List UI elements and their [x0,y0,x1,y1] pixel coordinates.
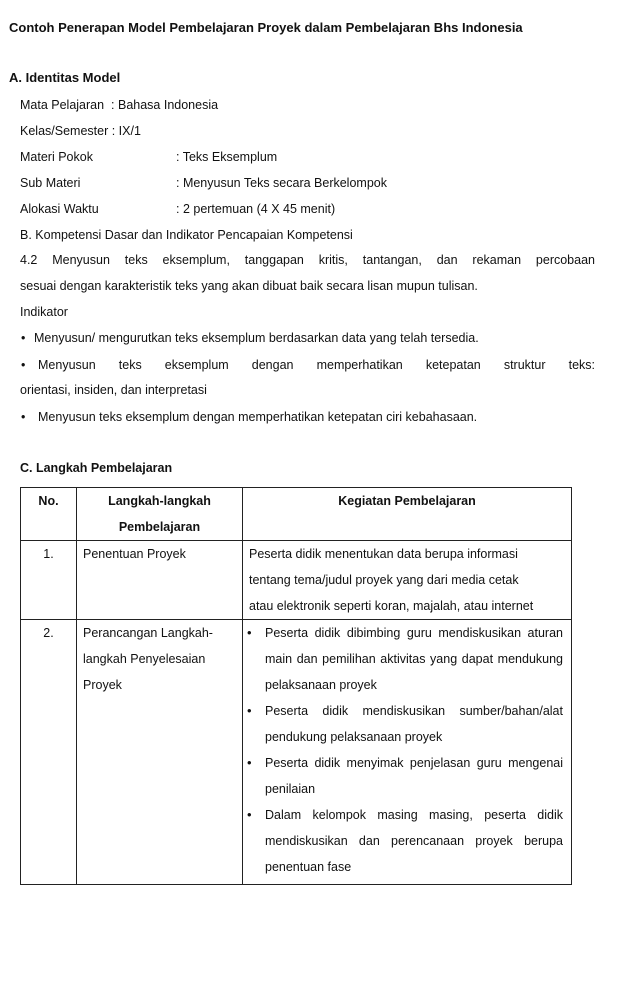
indikator-item-2-cont: orientasi, insiden, dan interpretasi [20,383,207,397]
table-header-row [21,488,572,541]
header-kegiatan: Kegiatan Pembelajaran [243,488,572,541]
bullet-icon: • [21,410,26,424]
identity-label-alokasi: Alokasi Waktu [20,202,99,216]
row-number: 1. [21,541,77,620]
identity-value: : IX/1 [111,124,141,138]
section-c-heading: C. Langkah Pembelajaran [20,461,173,475]
identity-label: Kelas/Semester [20,124,109,138]
header-no: No. [21,488,77,541]
identity-label-submateri: Sub Materi [20,176,81,190]
indikator-item-1: Menyusun/ mengurutkan teks eksemplum berdasarkan data yang telah tersedia. [34,331,479,345]
table-row [21,620,572,885]
identity-row-subject [20,98,218,112]
document-title: Contoh Penerapan Model Pembelajaran Proyek dalam Pembelajaran Bhs Indonesia [9,20,523,35]
section-b-heading: B. Kompetensi Dasar dan Indikator Pencapaian Kompetensi [20,228,353,242]
list-item: • Peserta didik dibimbing guru mendiskusikan aturan main dan pemilihan aktivitas yang dapat mendukung pelaksanaan proyek [243,620,563,698]
row-langkah: Perancangan Langkah-langkah Penyelesaian Proyek [77,620,243,885]
header-langkah: Langkah-langkah Pembelajaran [77,488,243,541]
row-number: 2. [21,620,77,885]
list-item: • Peserta didik menyimak penjelasan guru mengenai penilaian [243,750,563,802]
list-item: • Peserta didik mendiskusikan sumber/bahan/alat pendukung pelaksanaan proyek [243,698,563,750]
identity-label-materi: Materi Pokok [20,150,93,164]
kd-line-1: 4.2 Menyusun teks eksemplum, tanggapan kritis, tantangan, dan rekaman percobaan [20,253,595,267]
identity-row-class [20,124,141,138]
section-a-heading: A. Identitas Model [9,70,121,85]
kegiatan-list [243,620,571,880]
list-item: • Dalam kelompok masing masing, peserta didik mendiskusikan dan perencanaan proyek berupa penentuan fase [243,802,563,880]
kd-line-2: sesuai dengan karakteristik teks yang akan dibuat baik secara lisan mupun tulisan. [20,279,478,293]
identity-value-submateri: : Menyusun Teks secara Berkelompok [176,176,387,190]
indikator-item-2: Menyusun teks eksemplum dengan memperhatikan ketepatan struktur teks: [38,358,595,372]
table-row [21,541,572,620]
indikator-label: Indikator [20,305,68,319]
identity-label: Mata Pelajaran [20,98,105,112]
row-kegiatan [243,620,572,885]
bullet-icon: • [21,358,26,372]
row-kegiatan: Peserta didik menentukan data berupa informasi tentang tema/judul proyek yang dari media cetak atau elektronik seperti koran, majalah, atau internet [243,541,572,620]
identity-value: : Bahasa Indonesia [111,98,219,112]
indikator-item-3: Menyusun teks eksemplum dengan memperhatikan ketepatan ciri kebahasaan. [38,410,478,424]
langkah-table [20,487,572,885]
row-langkah: Penentuan Proyek [77,541,243,620]
identity-value-alokasi: : 2 pertemuan (4 X 45 menit) [176,202,336,216]
identity-value-materi: : Teks Eksemplum [176,150,278,164]
bullet-icon: • [21,331,26,345]
